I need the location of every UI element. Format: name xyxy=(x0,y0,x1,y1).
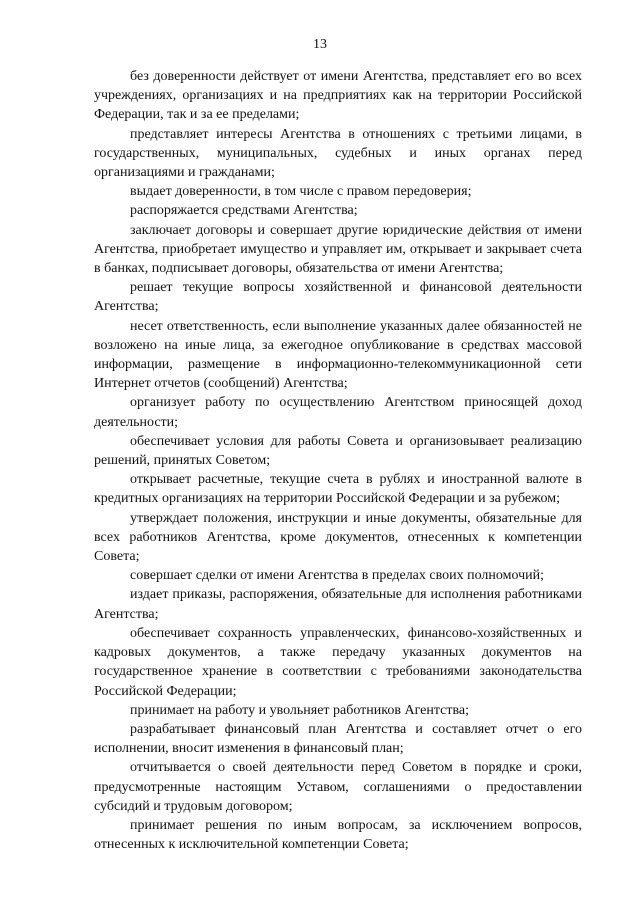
page-number: 13 xyxy=(313,37,327,52)
paragraph-3: выдает доверенности, в том числе с правом передоверия; xyxy=(130,184,472,200)
paragraph-18: принимает решения по иным вопросам, за исключением вопросов, отнесенных к исключительной компетенции Совета; xyxy=(94,817,582,853)
paragraph-13: издает приказы, распоряжения, обязательные для исполнения работниками Агентства; xyxy=(94,587,582,622)
paragraph-6: решает текущие вопросы хозяйственной и финансовой деятельности Агентства; xyxy=(94,280,582,315)
paragraph-2: представляет интересы Агентства в отношениях с третьими лицами, в государственных, муниципальных, судебных и иных органах перед организациями и гражданами; xyxy=(94,126,582,181)
paragraph-1: без доверенности действует от имени Агентства, представляет его во всех учреждениях, организациях и на предприятиях как на территории Российской Федерации, так и за ее пределами; xyxy=(94,69,582,123)
paragraph-5: заключает договоры и совершает другие юридические действия от имени Агентства, приобретает имущество и управляет им, открывает и закрывает счета в банках, подписывает договоры, обязательства от имени Агентства; xyxy=(94,222,582,277)
paragraph-4: распоряжается средствами Агентства; xyxy=(130,203,358,219)
paragraph-12: совершает сделки от имени Агентства в пределах своих полномочий; xyxy=(130,568,545,584)
paragraph-7: несет ответственность, если выполнение указанных далее обязанностей не возложено на иные лица, за ежегодное опубликование в средствах массовой информации, размещение в информационно-телекоммуникационной сети Интернет отчетов (сообщений) Агентства; xyxy=(94,318,582,392)
paragraph-11: утверждает положения, инструкции и иные документы, обязательные для всех работников Агентства, кроме документов, отнесенных к компетенции Совета; xyxy=(94,510,582,565)
paragraph-14: обеспечивает сохранность управленческих, финансово-хозяйственных и кадровых документов, а также передачу указанных документов на государственное хранение в соответствии с требованиями законодательства Российской Федерации; xyxy=(94,625,582,699)
paragraph-10: открывает расчетные, текущие счета в рублях и иностранной валюте в кредитных организациях на территории Российской Федерации и за рубежом; xyxy=(94,472,582,507)
paragraph-17: отчитывается о своей деятельности перед Советом в порядке и сроки, предусмотренные настоящим Уставом, соглашениями о предоставлении субсидий и трудовым договором; xyxy=(94,760,582,814)
paragraph-9: обеспечивает условия для работы Совета и организовывает реализацию решений, принятых Советом; xyxy=(94,433,582,469)
paragraph-8: организует работу по осуществлению Агентством приносящей доход деятельности; xyxy=(94,395,582,430)
document-body xyxy=(94,67,582,854)
paragraph-16: разрабатывает финансовый план Агентства и составляет отчет о его исполнении, вносит изменения в финансовый план; xyxy=(94,721,582,757)
paragraph-15: принимает на работу и увольняет работников Агентства; xyxy=(130,702,470,718)
